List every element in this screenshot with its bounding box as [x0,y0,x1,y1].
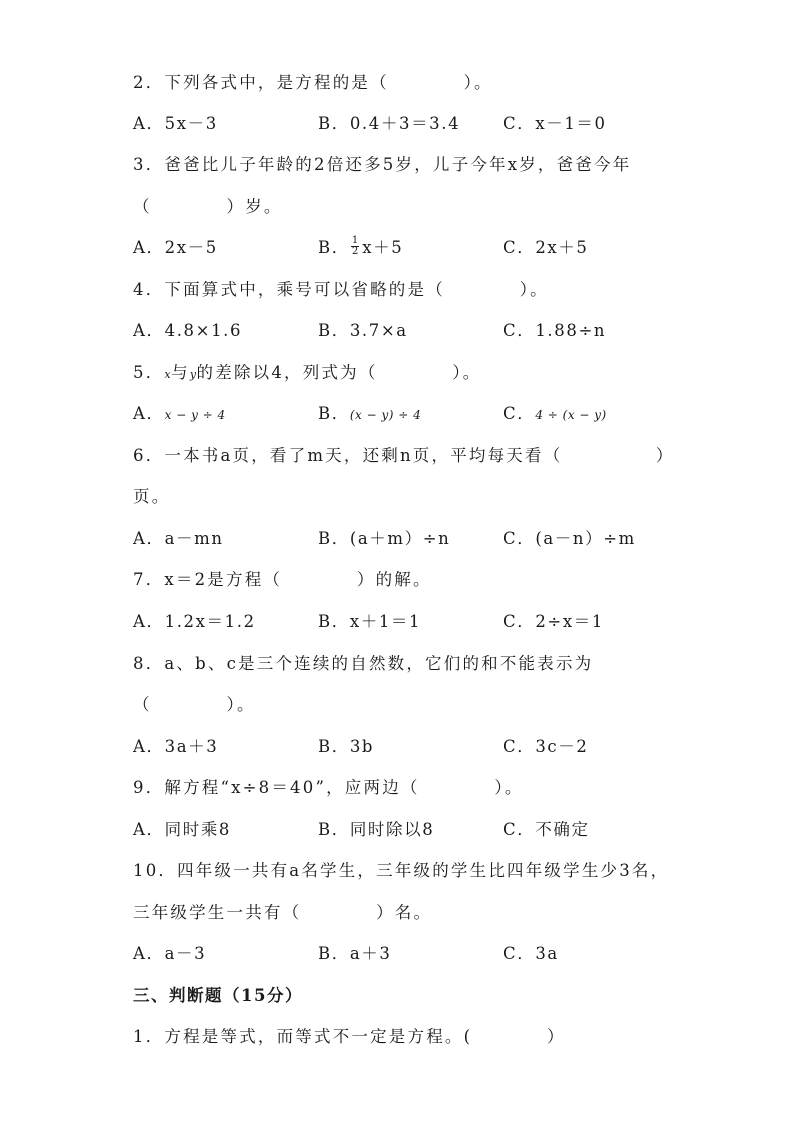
question-4-option-b: B．3.7×a [318,321,408,340]
question-5-option-b-expr: (x − y) ÷ 4 [349,408,422,422]
question-3-options [133,237,753,259]
question-8-option-c: C．3c－2 [503,737,589,756]
question-8-options [133,736,753,758]
question-3-stem-line1: 3．爸爸比儿子年龄的2倍还多5岁，儿子今年x岁，爸爸今年 [133,155,632,174]
question-2-option-a: A．5x－3 [133,114,218,133]
question-7-option-c: C．2÷x＝1 [503,612,604,631]
variable-y: y [189,368,197,381]
question-7-option-a: A．1.2x＝1.2 [133,612,256,631]
question-5-options [133,403,753,425]
question-8-stem-line2: （ ）。 [133,695,256,714]
question-10-stem-line1: 10．四年级一共有a名学生，三年级的学生比四年级学生少3名， [133,861,670,880]
question-3-stem-line2: （ ）岁。 [133,197,283,216]
question-2-stem: 2．下列各式中，是方程的是（ ）。 [133,73,493,92]
question-5-option-b-label: B． [318,404,350,423]
question-8-option-b: B．3b [318,737,375,756]
question-3-option-c: C．2x＋5 [503,238,589,257]
question-8-stem-line1: 8．a、b、c是三个连续的自然数，它们的和不能表示为 [133,654,594,673]
question-4-stem: 4．下面算式中，乘号可以省略的是（ ）。 [133,280,549,299]
fraction-numerator: 1 [351,235,359,246]
question-6-options [133,528,753,550]
question-10-options [133,943,753,965]
question-7-options [133,611,753,633]
question-4-option-a: A．4.8×1.6 [133,321,243,340]
question-9-option-b: B．同时除以8 [318,820,435,839]
question-6-option-a: A．a－mn [133,529,224,548]
question-9-option-c: C．不确定 [503,820,590,839]
question-5-option-a-label: A． [133,404,165,423]
question-4-options [133,320,753,342]
question-9-option-a: A．同时乘8 [133,820,232,839]
fraction-one-half [351,236,359,257]
question-6-option-c: C．(a－n）÷m [503,529,636,548]
question-4-option-c: C．1.88÷n [503,321,607,340]
judgement-item-1: 1．方程是等式，而等式不一定是方程。( ） [133,1027,566,1046]
question-3-option-a: A．2x－5 [133,238,218,257]
question-7-option-b: B．x＋1＝1 [318,612,422,631]
question-5-option-c-expr: 4 ÷ (x − y) [535,408,607,422]
question-6-stem-line1: 6．一本书a页，看了m天，还剩n页，平均每天看（ ） [133,446,675,465]
question-5-option-a-expr: x − y ÷ 4 [164,408,226,422]
question-5-mid: 与 [171,363,190,382]
question-9-stem: 9．解方程“x÷8＝40”，应两边（ ）。 [133,778,524,797]
section-title-judgement: 三、判断题（15分） [133,986,303,1005]
fraction-denominator: 2 [351,246,359,257]
question-2-option-b: B．0.4＋3＝3.4 [318,114,461,133]
question-10-option-b: B．a＋3 [318,944,392,963]
question-5-option-a [133,403,226,426]
question-10-stem-line2: 三年级学生一共有（ ）名。 [133,903,433,922]
question-3-option-b-label: B． [318,238,350,257]
question-6-stem-line2: 页。 [133,487,171,506]
variable-x: x [164,368,172,381]
question-10-option-c: C．3a [503,944,559,963]
question-5-number: 5． [133,363,165,382]
question-3-option-b-rest: x＋5 [362,238,404,257]
question-5-option-c [503,403,607,426]
question-2-option-c: C．x－1＝0 [503,114,607,133]
question-5-rest: 的差除以4，列式为（ ）。 [196,363,482,382]
question-9-options [133,819,753,841]
question-6-option-b: B．(a＋m）÷n [318,529,451,548]
question-3-option-b [318,237,403,259]
question-5-option-c-label: C． [503,404,536,423]
question-8-option-a: A．3a＋3 [133,737,219,756]
question-5-option-b [318,403,421,426]
question-10-option-a: A．a－3 [133,944,207,963]
question-7-stem: 7．x＝2是方程（ ）的解。 [133,570,432,589]
question-2-options [133,113,753,135]
question-5-stem [133,362,482,386]
